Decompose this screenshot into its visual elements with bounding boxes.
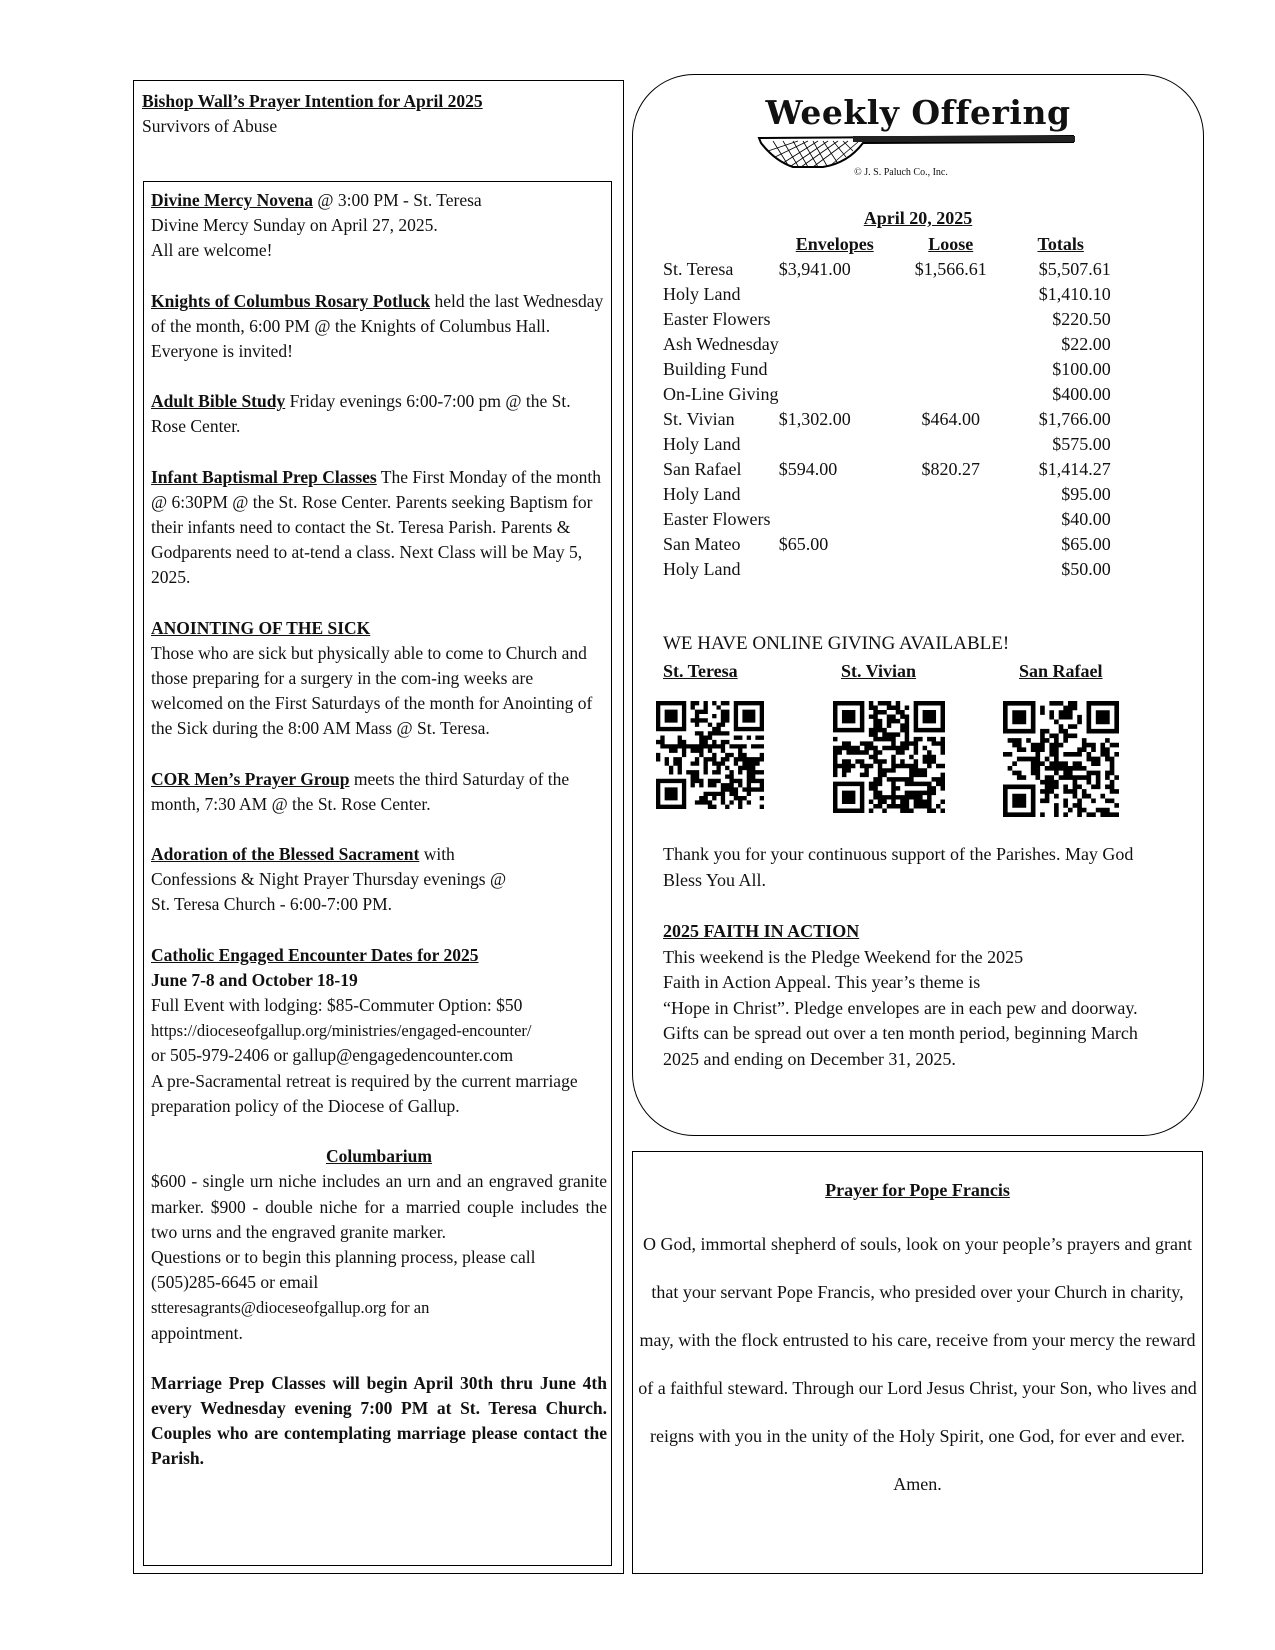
offering-row-total: $1,766.00: [1038, 409, 1111, 429]
offering-row-name: San Rafael: [663, 459, 742, 479]
qr-pattern: [833, 701, 945, 813]
offering-row-loose: [891, 282, 1011, 307]
engaged-dates: June 7-8 and October 18-19: [151, 969, 358, 990]
event-baptismal-prep: [151, 465, 607, 591]
offering-row-envelopes: [779, 282, 891, 307]
event-text: Friday evenings 6:00-7:00 pm @ the St. Rose Center.: [151, 391, 571, 437]
offering-row-name: On-Line Giving: [663, 384, 779, 404]
bishop-intention: [142, 89, 612, 139]
prayer-panel: [632, 1151, 1203, 1574]
event-columbarium: [151, 1144, 607, 1346]
offering-row: [663, 382, 1111, 407]
offering-row-name: Easter Flowers: [663, 509, 771, 529]
offering-row-total: $40.00: [1061, 509, 1111, 529]
offering-row: [663, 332, 1111, 357]
event-adoration: [151, 842, 607, 918]
event-heading: COR Men’s Prayer Group: [151, 768, 350, 789]
faith-in-action-text: “Hope in Christ”. Pledge envelopes are in each pew and doorway. Gifts can be spread out over a ten month period, beginning March 2025 and ending on December 31, 2025.: [663, 997, 1138, 1069]
columbarium-text: $600 - single urn niche includes an urn and an engraved granite marker. $900 - double niche for a married couple includes the two urns and the engraved granite marker.: [151, 1171, 607, 1242]
engaged-note: A pre-Sacramental retreat is required by the current marriage preparation policy of the Diocese of Gallup.: [151, 1070, 578, 1116]
offering-row-envelopes: [779, 357, 891, 382]
column-header-totals: Totals: [1037, 234, 1084, 254]
logo-copyright: © J. S. Paluch Co., Inc.: [854, 167, 948, 178]
offering-row-name: Holy Land: [663, 559, 741, 579]
bishop-intention-title: Bishop Wall’s Prayer Intention for April 2025: [142, 91, 483, 111]
event-engaged-encounter: [151, 943, 607, 1119]
event-text: Divine Mercy Sunday on April 27, 2025.: [151, 215, 438, 236]
qr-code-st-vivian-icon[interactable]: [833, 701, 945, 813]
offering-row-total: $575.00: [1052, 434, 1111, 454]
event-heading: ANOINTING OF THE SICK: [151, 617, 371, 638]
faith-in-action-text: This weekend is the Pledge Weekend for the 2025: [663, 946, 1024, 967]
offering-row-envelopes: $594.00: [778, 459, 838, 479]
qr-label-san-rafael: San Rafael: [1019, 661, 1103, 681]
online-giving-heading: WE HAVE ONLINE GIVING AVAILABLE!: [663, 633, 1010, 654]
offering-row-loose: $464.00: [921, 409, 980, 429]
offering-row: [663, 307, 1111, 332]
offering-row-loose: [891, 382, 1011, 407]
offering-row-loose: $820.27: [921, 459, 980, 479]
offering-row-envelopes: $3,941.00: [778, 259, 851, 279]
offering-row-envelopes: $65.00: [778, 534, 829, 554]
offering-row-loose: [891, 532, 1011, 557]
offering-row-envelopes: [779, 507, 891, 532]
offering-row-name: Holy Land: [663, 284, 741, 304]
offering-row-total: $1,410.10: [1038, 284, 1111, 304]
offering-row-total: $220.50: [1052, 309, 1111, 329]
offering-row: [663, 257, 1111, 282]
offering-row-total: $95.00: [1061, 484, 1111, 504]
offering-row-loose: [891, 557, 1011, 582]
offering-row-total: $400.00: [1052, 384, 1111, 404]
offering-row: [663, 432, 1111, 457]
offering-row-total: $22.00: [1061, 334, 1111, 354]
offering-date: April 20, 2025: [863, 208, 973, 228]
offering-table: [663, 232, 1111, 582]
offering-row-total: $100.00: [1052, 359, 1111, 379]
thank-you-note: Thank you for your continuous support of the Parishes. May God Bless You All.: [663, 844, 1134, 890]
offering-table-header: [663, 232, 1111, 257]
event-knights-potluck: [151, 289, 607, 365]
offering-row-name: Holy Land: [663, 434, 741, 454]
columbarium-contact: Questions or to begin this planning process, please call: [151, 1246, 536, 1267]
offering-row: [663, 557, 1111, 582]
event-text: meets the third Saturday of the month, 7:30 AM @ the St. Rose Center.: [151, 768, 570, 814]
qr-code-st-teresa-icon[interactable]: [656, 701, 764, 809]
offering-row-total: $65.00: [1061, 534, 1111, 554]
prayer-text: O God, immortal shepherd of souls, look on your people’s prayers and grant that your servant Pope Francis, who presided over your Church in charity, may, with the flock entrusted to his care, receive from your mercy the reward of a faithful steward. Through our Lord Jesus Christ, your Son, who lives and reigns with you in the unity of the Holy Spirit, one God, for ever and ever. Amen.: [638, 1234, 1197, 1494]
offering-row-total: $5,507.61: [1038, 259, 1111, 279]
weekly-offering-panel: [632, 74, 1204, 1136]
collection-basket-icon: [753, 133, 1083, 169]
engaged-contact: or 505-979-2406 or gallup@engagedencounter.com: [151, 1045, 514, 1066]
marriage-prep-notice: Marriage Prep Classes will begin April 30th thru June 4th every Wednesday evening 7:00 PM at St. Teresa Church. Couples who are contemplating marriage please contact the Parish.: [151, 1372, 607, 1469]
qr-pattern: [1003, 701, 1119, 817]
offering-row-loose: [891, 482, 1011, 507]
event-heading: Infant Baptismal Prep Classes: [151, 466, 377, 487]
faith-in-action: [663, 919, 1163, 1072]
event-text: with: [419, 844, 455, 865]
column-header-loose: Loose: [928, 234, 974, 254]
event-text: Those who are sick but physically able to come to Church and those preparing for a surgery in the com-ing weeks are welcomed on the First Saturdays of the month for Anointing of the Sick during the 8:00 AM Mass @ St. Teresa.: [151, 642, 593, 739]
offering-row-name: Holy Land: [663, 484, 741, 504]
offering-row-loose: $1,566.61: [914, 259, 987, 279]
offering-row-name: Easter Flowers: [663, 309, 771, 329]
faith-in-action-text: Faith in Action Appeal. This year’s theme is: [663, 972, 981, 992]
offering-row-envelopes: [779, 307, 891, 332]
offering-row-envelopes: $1,302.00: [778, 409, 851, 429]
offering-row-envelopes: [779, 432, 891, 457]
offering-row-total: $50.00: [1061, 559, 1111, 579]
offering-row: [663, 507, 1111, 532]
event-text: The First Monday of the month @ 6:30PM @ the St. Rose Center. Parents seeking Baptism for their infants need to contact the St. Teresa Parish. Parents & Godparents need to at-tend a class. Next Class will be May 5, 2025.: [151, 466, 601, 588]
qr-pattern: [656, 701, 764, 809]
event-heading: Columbarium: [326, 1146, 432, 1167]
offering-row-total: $1,414.27: [1038, 459, 1111, 479]
columbarium-email-link[interactable]: stteresagrants@dioceseofgallup.org for an: [151, 1298, 430, 1318]
offering-row-loose: [891, 357, 1011, 382]
offering-row-envelopes: [779, 382, 891, 407]
offering-row: [663, 532, 1111, 557]
prayer-title: Prayer for Pope Francis: [825, 1180, 1010, 1200]
offering-row-name: San Mateo: [663, 534, 741, 554]
offering-row-loose: [891, 432, 1011, 457]
logo-title: Weekly Offering: [765, 93, 1071, 132]
offering-row-loose: [891, 307, 1011, 332]
qr-label-st-vivian: St. Vivian: [841, 661, 917, 681]
event-text: held the last Wednesday of the month, 6:00 PM @ the Knights of Columbus Hall. Everyone is invited!: [151, 290, 604, 362]
faith-in-action-heading: 2025 FAITH IN ACTION: [663, 921, 860, 941]
event-bible-study: [151, 389, 607, 439]
offering-row: [663, 407, 1111, 432]
offering-row-name: St. Vivian: [663, 409, 735, 429]
offering-row-envelopes: [779, 332, 891, 357]
event-heading: Adoration of the Blessed Sacrament: [151, 844, 420, 865]
offering-row: [663, 357, 1111, 382]
offering-row-name: Building Fund: [663, 359, 768, 379]
columbarium-contact: appointment.: [151, 1322, 243, 1343]
event-heading: Adult Bible Study: [151, 391, 286, 412]
offering-row-envelopes: [779, 557, 891, 582]
offering-table-body: [663, 257, 1111, 582]
offering-row: [663, 457, 1111, 482]
offering-row-loose: [891, 332, 1011, 357]
offering-row-name: St. Teresa: [663, 259, 734, 279]
event-anointing: [151, 616, 607, 742]
event-heading: Catholic Engaged Encounter Dates for 2025: [151, 944, 479, 965]
weekly-offering-logo: [753, 93, 1083, 183]
engaged-url-link[interactable]: https://dioceseofgallup.org/ministries/engaged-encounter/: [151, 1021, 532, 1041]
events-frame: [143, 181, 612, 1566]
event-heading: Divine Mercy Novena: [151, 190, 314, 210]
event-heading: Knights of Columbus Rosary Potluck: [151, 290, 431, 311]
offering-row-name: Ash Wednesday: [663, 334, 779, 354]
qr-code-san-rafael-icon[interactable]: [1003, 701, 1119, 817]
bishop-intention-text: Survivors of Abuse: [142, 116, 278, 136]
columbarium-contact: (505)285-6645 or email: [151, 1272, 319, 1293]
offering-row-envelopes: [779, 482, 891, 507]
offering-row: [663, 282, 1111, 307]
event-cor-prayer-group: [151, 767, 607, 817]
left-column-frame: [133, 80, 624, 1574]
event-text: @ 3:00 PM - St. Teresa: [313, 190, 482, 210]
offering-row: [663, 482, 1111, 507]
events-list: [151, 188, 607, 1497]
event-text: Confessions & Night Prayer Thursday evenings @: [151, 869, 507, 890]
event-divine-mercy: [151, 188, 607, 264]
qr-label-st-teresa: St. Teresa: [663, 661, 738, 681]
column-header-envelopes: Envelopes: [795, 234, 874, 254]
offering-row-loose: [891, 507, 1011, 532]
event-text: All are welcome!: [151, 240, 273, 261]
event-text: St. Teresa Church - 6:00-7:00 PM.: [151, 894, 393, 915]
engaged-fee: Full Event with lodging: $85-Commuter Option: $50: [151, 995, 523, 1016]
